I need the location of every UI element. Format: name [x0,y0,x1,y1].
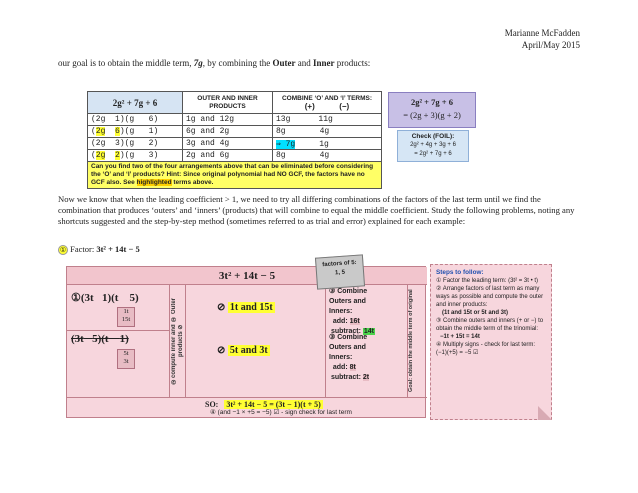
ct-header-line1: COMBINE ‘O’ AND ‘I’ TERMS: [281,94,373,102]
solution-line1: 2g² + 7g + 6 [411,97,453,107]
combine-cell: 13g 11g [273,114,382,126]
intro-term: 7g [193,58,203,68]
oi-cell: 6g and 2g [183,126,273,138]
factor-label: Factor: [70,244,97,254]
oi-cell: 3g and 4g [183,138,273,150]
solution-box [388,92,476,128]
factor-cell: (2g 6)(g 1) [88,126,183,138]
solution-row: SO: 3t² + 14t − 5 = (3t − 1)(t + 5) [205,400,321,409]
table-row [88,150,382,162]
table-header-equation: 2g² + 7g + 6 [88,92,183,114]
combine-block-1: ③ Combine Outers and Inners: add: 16t subtract: 14t [329,288,374,335]
oi-header-line2: PRODUCTS [209,102,246,110]
author-name: Marianne McFadden [504,28,580,38]
factor-prompt [58,244,140,255]
table-note-row [88,162,382,189]
check-line1: 2g² + 4g + 3g + 6 [410,142,456,148]
factor-cell: (2g 1)(g 6) [88,114,183,126]
problem-number-icon: ① [59,246,67,255]
intro-mid: , by combining the [202,58,273,68]
intro-line [58,58,370,68]
step-3: ③ Combine outers and inners (+ or −) to obtain the middle term of the trinomial: [436,318,544,332]
table-note: Can you find two of the four arrangements above that can be eliminated before considering the ‘O’ and ‘I’ products? Hint: Since original polynomial had NO GCF, the factors have no GCF also. See highlighted terms above. [88,162,382,189]
factor-expression: 3t² + 14t − 5 [96,244,140,254]
step-2-example: (1t and 15t or 5t and 3t) [442,310,509,316]
check-box [397,130,469,162]
sign-check: ④ (and −1 × +5 = −5) ☑ - sign check for last term [210,409,352,416]
factor-cell: (2g 2)(g 3) [88,150,183,162]
table-row [88,138,382,150]
combine-block-2: ③ Combine Outers and Inners: add: 8t subtract: 2t [329,334,370,381]
step-2: ② Arrange factors of last term as many ways as possible and compute the outer and inner products: [436,286,544,308]
solution-line2: = (2g + 3)(g + 2) [403,110,461,120]
products-line-2: ⊘ 5t and 3t [217,345,268,356]
oi-cell: 1g and 12g [183,114,273,126]
date-text: April/May 2015 [521,40,580,50]
example-title: 3t² + 14t − 5 [67,267,427,285]
arrangement-1: ①(3t 1)(t 5) [71,292,139,304]
table-header-combine [273,92,382,114]
combine-cell: ⇒ 7g 1g [273,138,382,150]
factoring-table [87,91,382,189]
steps-panel [430,264,552,420]
oi-header-line1: OUTER AND INNER [197,94,258,102]
compute-label: ②compute inner and ② Outer products ⊘ [171,297,184,385]
page-fold-icon [538,406,552,420]
intro-outer: Outer [272,58,296,68]
combine-cell: 8g 4g [273,150,382,162]
intro-pre: our goal is to obtain the middle term, [58,58,194,68]
goal-label: Goal: obtain the middle term of original [408,289,414,393]
factors-callout: factors of 5: 1, 5 [315,254,365,289]
products-box-2: 5t 3t [117,349,135,369]
intro-and: and [295,58,313,68]
intro-post: products: [334,58,371,68]
table-header-outer-inner [183,92,273,114]
arrangement-2: (3t 5)(t 1) [71,333,129,345]
worked-example [66,266,426,418]
table-row [88,114,382,126]
oi-cell: 2g and 6g [183,150,273,162]
page-header [505,27,580,51]
table-row [88,126,382,138]
products-line-1: ⊘ 1t and 15t [217,302,273,313]
step-1: ① Factor the leading term: (3t² = 3t • t) [436,278,539,284]
ct-header-line2: (+) (−) [304,101,350,111]
combine-cell: 8g 4g [273,126,382,138]
step-4: ④ Multiply signs - check for last term: (−1)(+5) = −5 ☑ [436,342,536,356]
intro-inner: Inner [312,58,335,68]
step-3-example: −1t + 15t = 14t [440,334,480,340]
table-header-row [88,92,382,114]
explanation-paragraph: Now we know that when the leading coefficient > 1, we need to try all differing combinations of the factors of the last term until we find the combination that produces ‘outers’ and ‘inners’ (products) that will combine to equal the middle coefficient. Study the following problems, noting any shortcuts suggested and the step-by-step method (sometimes referred to as trial and error) explained for each example: [58,194,575,226]
factor-cell: (2g 3)(g 2) [88,138,183,150]
check-line2: = 2g² + 7g + 6 [414,151,452,157]
steps-title: Steps to follow: [436,269,484,276]
check-title: Check (FOIL): [411,133,455,140]
products-box-1: 1t 15t [117,307,135,327]
